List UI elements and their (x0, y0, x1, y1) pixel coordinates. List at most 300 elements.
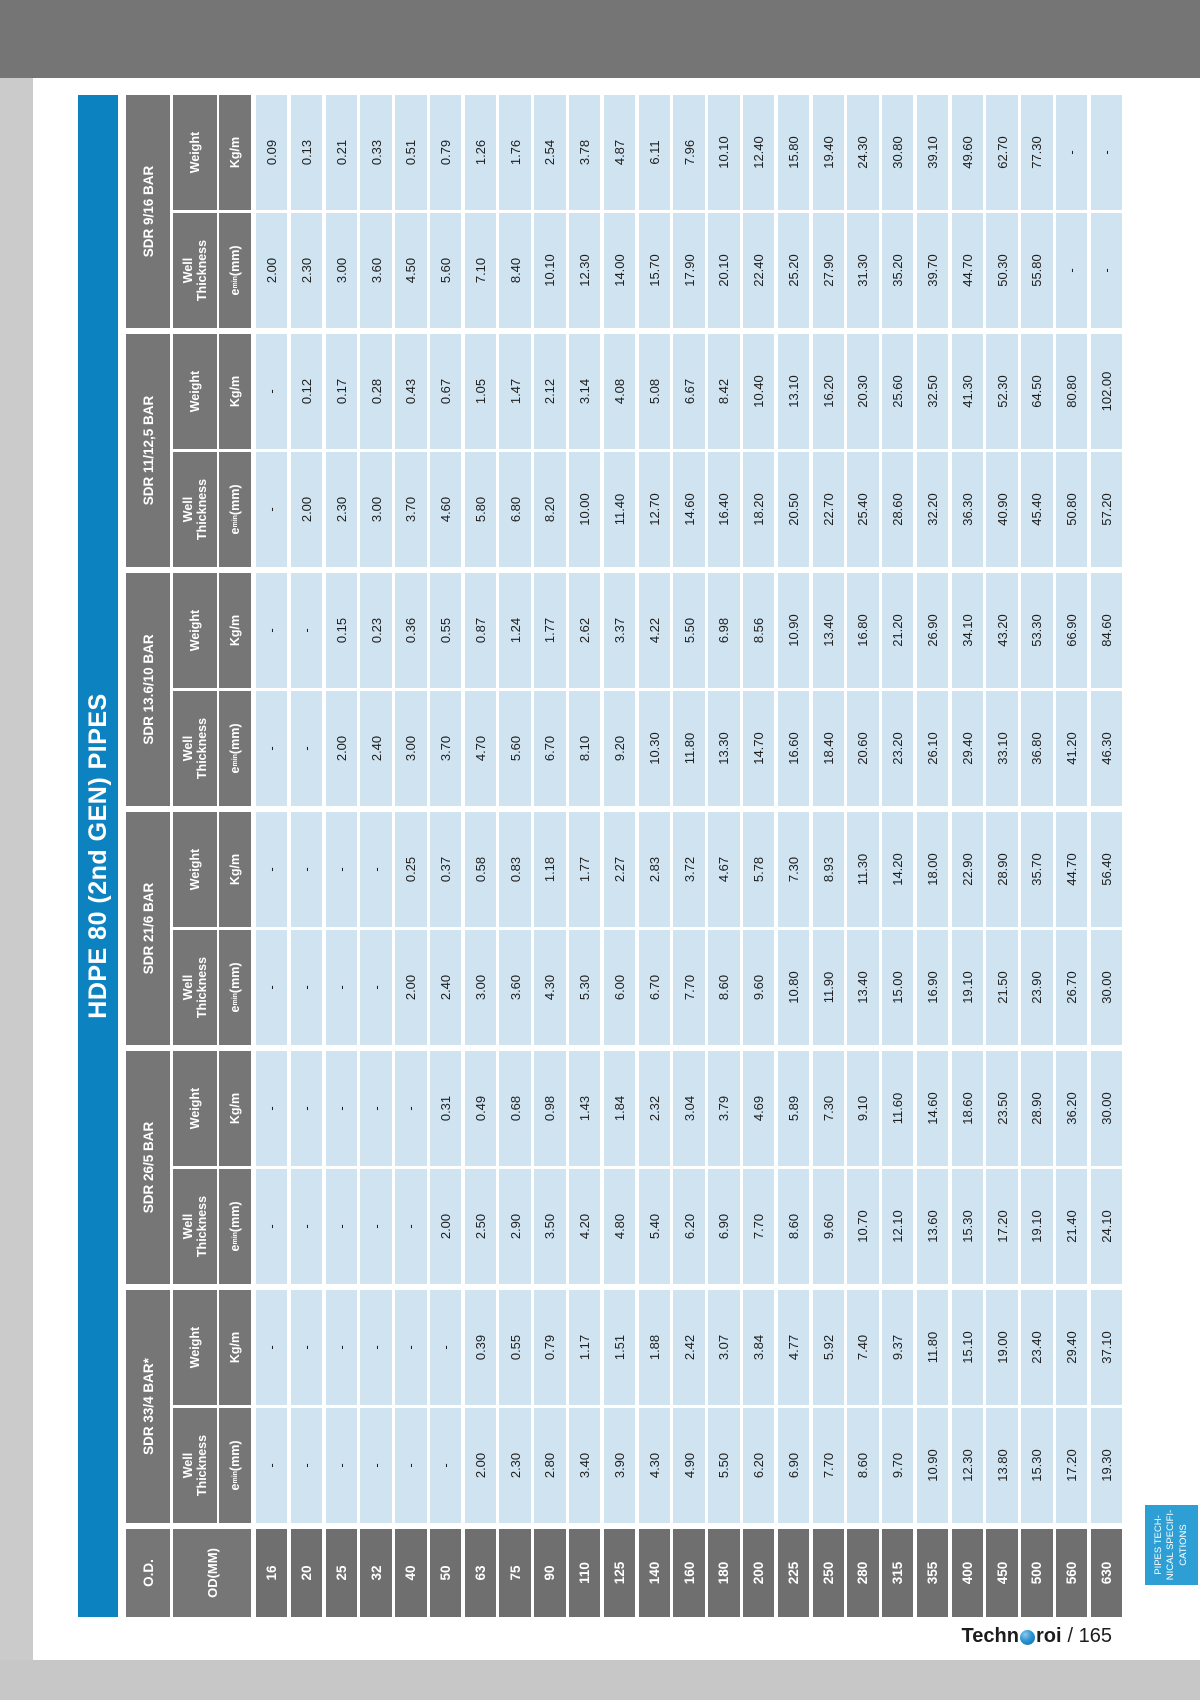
weight-cell: - (1056, 95, 1087, 210)
weight-cell: 64.50 (1021, 334, 1052, 449)
thickness-cell: 2.40 (360, 691, 391, 806)
thickness-cell: - (256, 930, 287, 1045)
thickness-cell: 11.90 (813, 930, 844, 1045)
weight-cell: - (256, 573, 287, 688)
weight-cell: 4.67 (708, 812, 739, 927)
thickness-cell: - (291, 1408, 322, 1523)
pipe-table-grid (126, 95, 1126, 1617)
weight-subcolumn (173, 334, 1126, 449)
thickness-cell: 6.20 (743, 1408, 774, 1523)
weight-cell: 8.93 (813, 812, 844, 927)
od-subheader: OD(MM) (173, 1529, 251, 1617)
weight-cell: 0.21 (326, 95, 357, 210)
weight-cell: 1.18 (534, 812, 565, 927)
thickness-cell: 2.30 (499, 1408, 530, 1523)
weight-cell: 15.80 (778, 95, 809, 210)
thickness-cell: - (256, 1169, 287, 1284)
weight-cell: 24.30 (847, 95, 878, 210)
thickness-cell: 4.50 (395, 213, 426, 328)
weight-subcolumn (173, 1051, 1126, 1166)
thickness-cell: 27.90 (813, 213, 844, 328)
weight-cell: 5.08 (639, 334, 670, 449)
thickness-cell: 6.90 (708, 1169, 739, 1284)
thickness-cell: 17.20 (986, 1169, 1017, 1284)
thickness-subcolumn (173, 930, 1126, 1045)
thickness-unit: e min (mm) (219, 1169, 251, 1284)
thickness-cell: - (291, 930, 322, 1045)
weight-cell: 20.30 (847, 334, 878, 449)
thickness-cell: 50.80 (1056, 452, 1087, 567)
pressure-group-column (126, 1051, 1126, 1284)
weight-unit: Kg/m (219, 573, 251, 688)
thickness-cell: 16.90 (917, 930, 948, 1045)
thickness-cell: 4.80 (604, 1169, 635, 1284)
weight-cell: 18.60 (952, 1051, 983, 1166)
weight-cell: - (291, 573, 322, 688)
page-top-bar (0, 0, 1200, 78)
weight-cell: 26.90 (917, 573, 948, 688)
group-subcolumns (173, 573, 1126, 806)
thickness-cell: - (326, 930, 357, 1045)
weight-cell: 0.49 (465, 1051, 496, 1166)
section-tab (1145, 1505, 1198, 1585)
weight-cell: 2.42 (673, 1290, 704, 1405)
weight-cell: 3.72 (673, 812, 704, 927)
weight-cell: - (256, 334, 287, 449)
od-cell: 560 (1056, 1529, 1087, 1617)
globe-icon (1020, 1630, 1035, 1645)
weight-cell: 19.00 (986, 1290, 1017, 1405)
thickness-header: Well Thickness (173, 1169, 217, 1284)
weight-cell: 30.00 (1091, 1051, 1122, 1166)
weight-cell: 1.77 (534, 573, 565, 688)
thickness-cell: 7.10 (465, 213, 496, 328)
thickness-cell: 8.10 (569, 691, 600, 806)
group-subcolumns (173, 1051, 1126, 1284)
pressure-group-column (126, 573, 1126, 806)
thickness-unit: e min (mm) (219, 1408, 251, 1523)
thickness-cell: 17.90 (673, 213, 704, 328)
thickness-cell: 36.30 (952, 452, 983, 567)
weight-cell: - (291, 1051, 322, 1166)
weight-unit: Kg/m (219, 95, 251, 210)
thickness-cell: 2.30 (291, 213, 322, 328)
group-header: SDR 9/16 BAR (126, 95, 170, 328)
thickness-cell: 2.00 (465, 1408, 496, 1523)
thickness-cell: 3.60 (499, 930, 530, 1045)
thickness-cell: 5.60 (499, 691, 530, 806)
thickness-cell: - (1056, 213, 1087, 328)
weight-cell: 41.30 (952, 334, 983, 449)
thickness-header: Well Thickness (173, 1408, 217, 1523)
thickness-unit: e min (mm) (219, 930, 251, 1045)
weight-cell: 7.30 (813, 1051, 844, 1166)
weight-cell: - (360, 812, 391, 927)
thickness-cell: 4.60 (430, 452, 461, 567)
weight-cell: 11.60 (882, 1051, 913, 1166)
od-cell: 180 (708, 1529, 739, 1617)
thickness-cell: 4.20 (569, 1169, 600, 1284)
weight-cell: 21.20 (882, 573, 913, 688)
weight-header: Weight (173, 812, 217, 927)
brand-footer (962, 1620, 1112, 1652)
od-column (126, 1529, 1126, 1617)
group-subcolumns (173, 1290, 1126, 1523)
weight-cell: 4.08 (604, 334, 635, 449)
thickness-unit: e min (mm) (219, 691, 251, 806)
weight-cell: 14.20 (882, 812, 913, 927)
od-cell: 500 (1021, 1529, 1052, 1617)
weight-cell: 18.00 (917, 812, 948, 927)
weight-cell: 0.68 (499, 1051, 530, 1166)
weight-cell: 28.90 (986, 812, 1017, 927)
weight-cell: 36.20 (1056, 1051, 1087, 1166)
thickness-cell: 19.30 (1091, 1408, 1122, 1523)
weight-cell: - (326, 1051, 357, 1166)
thickness-cell: 2.00 (430, 1169, 461, 1284)
weight-cell: 4.69 (743, 1051, 774, 1166)
pressure-group-column (126, 1290, 1126, 1523)
thickness-cell: 20.60 (847, 691, 878, 806)
weight-cell: 15.10 (952, 1290, 983, 1405)
weight-cell: 0.12 (291, 334, 322, 449)
weight-cell: 1.84 (604, 1051, 635, 1166)
weight-cell: 3.37 (604, 573, 635, 688)
weight-cell: 5.78 (743, 812, 774, 927)
weight-cell: 23.50 (986, 1051, 1017, 1166)
thickness-cell: 8.40 (499, 213, 530, 328)
weight-cell: 23.40 (1021, 1290, 1052, 1405)
weight-cell: - (1091, 95, 1122, 210)
thickness-cell: - (430, 1408, 461, 1523)
weight-cell: 3.79 (708, 1051, 739, 1166)
thickness-cell: 4.90 (673, 1408, 704, 1523)
thickness-cell: 24.10 (1091, 1169, 1122, 1284)
thickness-cell: 32.20 (917, 452, 948, 567)
weight-cell: 2.12 (534, 334, 565, 449)
thickness-cell: 26.10 (917, 691, 948, 806)
thickness-cell: 3.50 (534, 1169, 565, 1284)
thickness-cell: 3.70 (395, 452, 426, 567)
thickness-cell: 2.00 (395, 930, 426, 1045)
weight-cell: - (256, 812, 287, 927)
thickness-subcolumn (173, 1169, 1126, 1284)
thickness-cell: - (326, 1408, 357, 1523)
thickness-cell: 9.60 (813, 1169, 844, 1284)
weight-cell: 7.40 (847, 1290, 878, 1405)
thickness-cell: 31.30 (847, 213, 878, 328)
thickness-cell: 9.60 (743, 930, 774, 1045)
weight-cell: 30.80 (882, 95, 913, 210)
section-tab-line: PIPES TECH- (1152, 1515, 1164, 1575)
thickness-cell: 5.40 (639, 1169, 670, 1284)
thickness-cell: 15.70 (639, 213, 670, 328)
group-header: SDR 13.6/10 BAR (126, 573, 170, 806)
group-header: SDR 21/6 BAR (126, 812, 170, 1045)
weight-cell: 10.40 (743, 334, 774, 449)
weight-cell: 5.89 (778, 1051, 809, 1166)
thickness-cell: 5.80 (465, 452, 496, 567)
weight-cell: 3.07 (708, 1290, 739, 1405)
thickness-cell: 30.00 (1091, 930, 1122, 1045)
thickness-cell: 5.50 (708, 1408, 739, 1523)
weight-cell: 1.24 (499, 573, 530, 688)
weight-cell: 53.30 (1021, 573, 1052, 688)
weight-header: Weight (173, 1051, 217, 1166)
weight-unit: Kg/m (219, 1051, 251, 1166)
thickness-cell: 44.70 (952, 213, 983, 328)
weight-cell: 0.23 (360, 573, 391, 688)
page-number: / 165 (1067, 1624, 1112, 1647)
thickness-cell: 2.90 (499, 1169, 530, 1284)
thickness-cell: 3.00 (326, 213, 357, 328)
weight-cell: 1.26 (465, 95, 496, 210)
weight-cell: 84.60 (1091, 573, 1122, 688)
od-cell: 20 (291, 1529, 322, 1617)
thickness-cell: 4.30 (639, 1408, 670, 1523)
weight-cell: 66.90 (1056, 573, 1087, 688)
weight-cell: - (360, 1051, 391, 1166)
weight-cell: 2.62 (569, 573, 600, 688)
group-header: SDR 33/4 BAR* (126, 1290, 170, 1523)
thickness-cell: 10.00 (569, 452, 600, 567)
od-cell: 125 (604, 1529, 635, 1617)
od-cell: 450 (986, 1529, 1017, 1617)
weight-cell: 6.98 (708, 573, 739, 688)
weight-cell: 0.83 (499, 812, 530, 927)
thickness-cell: 7.70 (673, 930, 704, 1045)
weight-cell: 0.33 (360, 95, 391, 210)
thickness-cell: 45.40 (1021, 452, 1052, 567)
weight-cell: 8.56 (743, 573, 774, 688)
thickness-cell: 28.60 (882, 452, 913, 567)
weight-cell: 1.47 (499, 334, 530, 449)
group-header: SDR 11/12,5 BAR (126, 334, 170, 567)
weight-cell: - (395, 1290, 426, 1405)
weight-cell: 0.98 (534, 1051, 565, 1166)
weight-cell: 3.78 (569, 95, 600, 210)
thickness-cell: 3.40 (569, 1408, 600, 1523)
weight-cell: 25.60 (882, 334, 913, 449)
weight-cell: - (395, 1051, 426, 1166)
weight-cell: 0.87 (465, 573, 496, 688)
thickness-cell: 3.00 (360, 452, 391, 567)
weight-cell: 2.27 (604, 812, 635, 927)
thickness-cell: - (395, 1408, 426, 1523)
weight-cell: 39.10 (917, 95, 948, 210)
thickness-cell: 11.40 (604, 452, 635, 567)
thickness-cell: 6.20 (673, 1169, 704, 1284)
thickness-cell: - (395, 1169, 426, 1284)
thickness-cell: 15.30 (952, 1169, 983, 1284)
thickness-cell: 8.20 (534, 452, 565, 567)
thickness-cell: 5.60 (430, 213, 461, 328)
thickness-cell: 6.70 (534, 691, 565, 806)
weight-cell: 0.67 (430, 334, 461, 449)
thickness-cell: 18.40 (813, 691, 844, 806)
weight-cell: 10.90 (778, 573, 809, 688)
od-cell: 315 (882, 1529, 913, 1617)
thickness-cell: 3.90 (604, 1408, 635, 1523)
weight-cell: 0.51 (395, 95, 426, 210)
weight-cell: 2.54 (534, 95, 565, 210)
od-header: O.D. (126, 1529, 170, 1617)
thickness-cell: 19.10 (1021, 1169, 1052, 1284)
thickness-cell: 4.30 (534, 930, 565, 1045)
group-subcolumns (173, 334, 1126, 567)
weight-header: Weight (173, 1290, 217, 1405)
od-cell: 50 (430, 1529, 461, 1617)
weight-cell: 9.37 (882, 1290, 913, 1405)
thickness-cell: 3.00 (395, 691, 426, 806)
weight-cell: 11.30 (847, 812, 878, 927)
weight-cell: 0.25 (395, 812, 426, 927)
thickness-cell: - (360, 930, 391, 1045)
thickness-cell: 10.90 (917, 1408, 948, 1523)
weight-cell: 2.32 (639, 1051, 670, 1166)
weight-cell: 1.17 (569, 1290, 600, 1405)
weight-cell: 37.10 (1091, 1290, 1122, 1405)
weight-subcolumn (173, 812, 1126, 927)
weight-cell: - (326, 812, 357, 927)
weight-cell: 0.58 (465, 812, 496, 927)
weight-cell: 5.92 (813, 1290, 844, 1405)
weight-header: Weight (173, 573, 217, 688)
thickness-cell: 15.30 (1021, 1408, 1052, 1523)
thickness-cell: 7.70 (743, 1169, 774, 1284)
weight-cell: 35.70 (1021, 812, 1052, 927)
thickness-cell: 2.00 (256, 213, 287, 328)
thickness-cell: 7.70 (813, 1408, 844, 1523)
weight-cell: 1.51 (604, 1290, 635, 1405)
weight-cell: 0.17 (326, 334, 357, 449)
od-cell: 63 (465, 1529, 496, 1617)
thickness-cell: 12.30 (952, 1408, 983, 1523)
thickness-cell: 6.90 (778, 1408, 809, 1523)
od-cell: 90 (534, 1529, 565, 1617)
thickness-cell: 6.00 (604, 930, 635, 1045)
thickness-cell: 33.10 (986, 691, 1017, 806)
od-cell: 25 (326, 1529, 357, 1617)
weight-cell: 16.80 (847, 573, 878, 688)
thickness-cell: 10.30 (639, 691, 670, 806)
thickness-cell: 16.40 (708, 452, 739, 567)
thickness-cell: 10.80 (778, 930, 809, 1045)
weight-cell: 4.77 (778, 1290, 809, 1405)
thickness-subcolumn (173, 452, 1126, 567)
thickness-cell: 14.60 (673, 452, 704, 567)
thickness-header: Well Thickness (173, 213, 217, 328)
thickness-cell: 17.20 (1056, 1408, 1087, 1523)
weight-cell: 7.30 (778, 812, 809, 927)
weight-cell: - (326, 1290, 357, 1405)
thickness-cell: 55.80 (1021, 213, 1052, 328)
thickness-cell: 3.70 (430, 691, 461, 806)
thickness-cell: 13.80 (986, 1408, 1017, 1523)
od-cell: 32 (360, 1529, 391, 1617)
weight-unit: Kg/m (219, 334, 251, 449)
thickness-cell: 12.70 (639, 452, 670, 567)
weight-cell: 9.10 (847, 1051, 878, 1166)
thickness-cell: 12.10 (882, 1169, 913, 1284)
thickness-cell: 46.30 (1091, 691, 1122, 806)
weight-cell: 0.36 (395, 573, 426, 688)
weight-cell: 0.79 (534, 1290, 565, 1405)
weight-subcolumn (173, 95, 1126, 210)
weight-cell: 0.15 (326, 573, 357, 688)
weight-cell: 13.40 (813, 573, 844, 688)
thickness-cell: 41.20 (1056, 691, 1087, 806)
weight-cell: 32.50 (917, 334, 948, 449)
weight-cell: 0.55 (499, 1290, 530, 1405)
od-cell: 355 (917, 1529, 948, 1617)
thickness-cell: 13.30 (708, 691, 739, 806)
thickness-cell: 6.80 (499, 452, 530, 567)
weight-cell: 0.79 (430, 95, 461, 210)
thickness-cell: 10.70 (847, 1169, 878, 1284)
section-tab-line: CATIONS (1177, 1524, 1189, 1566)
weight-cell: 2.83 (639, 812, 670, 927)
thickness-cell: 15.00 (882, 930, 913, 1045)
thickness-cell: - (360, 1408, 391, 1523)
brand-name-part: Techn (961, 1624, 1019, 1647)
pressure-group-column (126, 95, 1126, 328)
thickness-cell: 9.70 (882, 1408, 913, 1523)
weight-cell: 62.70 (986, 95, 1017, 210)
weight-cell: 29.40 (1056, 1290, 1087, 1405)
rotated-table-page (78, 95, 1122, 1617)
thickness-cell: - (291, 1169, 322, 1284)
thickness-cell: 25.20 (778, 213, 809, 328)
table-title: HDPE 80 (2nd GEN) PIPES (78, 95, 118, 1617)
thickness-cell: 39.70 (917, 213, 948, 328)
thickness-cell: 10.10 (534, 213, 565, 328)
brand-name-part: roi (1035, 1624, 1062, 1647)
weight-cell: 3.84 (743, 1290, 774, 1405)
weight-cell: - (291, 812, 322, 927)
pressure-group-column (126, 812, 1126, 1045)
group-header: SDR 26/5 BAR (126, 1051, 170, 1284)
thickness-header: Well Thickness (173, 930, 217, 1045)
thickness-cell: 20.10 (708, 213, 739, 328)
weight-cell: 49.60 (952, 95, 983, 210)
weight-cell: 1.77 (569, 812, 600, 927)
weight-cell: 0.39 (465, 1290, 496, 1405)
weight-header: Weight (173, 95, 217, 210)
thickness-cell: 8.60 (847, 1408, 878, 1523)
thickness-cell: 23.20 (882, 691, 913, 806)
weight-cell: 7.96 (673, 95, 704, 210)
weight-cell: 77.30 (1021, 95, 1052, 210)
thickness-cell: 40.90 (986, 452, 1017, 567)
thickness-cell: 13.40 (847, 930, 878, 1045)
od-cell: 110 (569, 1529, 600, 1617)
thickness-cell: 2.00 (326, 691, 357, 806)
thickness-cell: 2.30 (326, 452, 357, 567)
weight-cell: 4.22 (639, 573, 670, 688)
thickness-cell: 22.40 (743, 213, 774, 328)
thickness-cell: 2.50 (465, 1169, 496, 1284)
od-cell: 200 (743, 1529, 774, 1617)
weight-cell: - (430, 1290, 461, 1405)
thickness-cell: 29.40 (952, 691, 983, 806)
thickness-cell: 8.60 (778, 1169, 809, 1284)
weight-cell: 3.14 (569, 334, 600, 449)
thickness-cell: 21.50 (986, 930, 1017, 1045)
thickness-cell: 4.70 (465, 691, 496, 806)
thickness-cell: 35.20 (882, 213, 913, 328)
weight-cell: 3.04 (673, 1051, 704, 1166)
